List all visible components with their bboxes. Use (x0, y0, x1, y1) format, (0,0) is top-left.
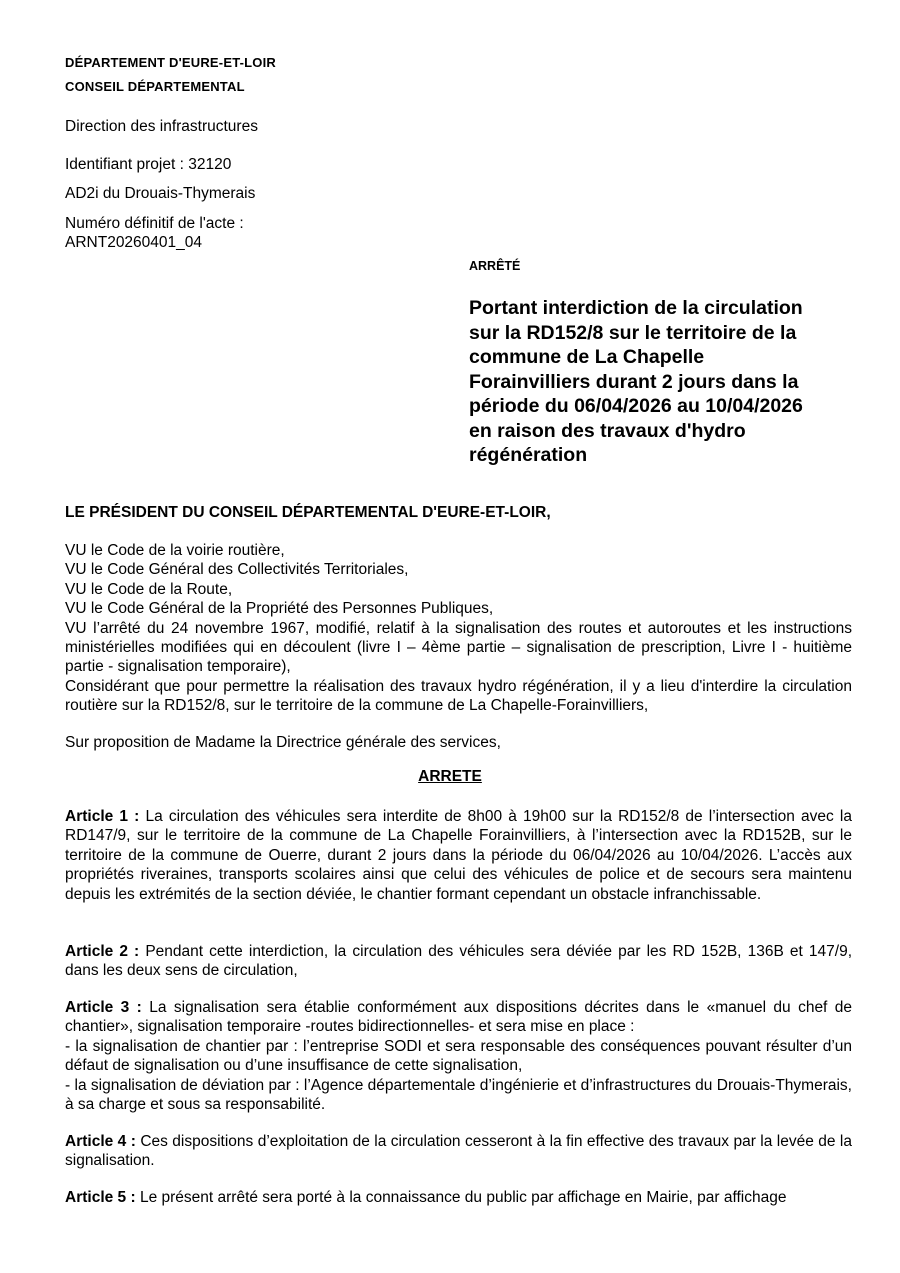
arrete-label: ARRÊTÉ (469, 259, 521, 273)
article-5 (65, 1188, 852, 1207)
department-name: DÉPARTEMENT D'EURE-ET-LOIR (65, 55, 276, 70)
visa-line: VU le Code de la voirie routière, (65, 542, 285, 559)
article-label: Article 2 : (65, 943, 140, 960)
article-2 (65, 942, 852, 981)
article-text: La signalisation sera établie conformément aux dispositions décrites dans le «manuel du chef de chantier», signalisation temporaire -routes bidirectionnelles- et sera mise en place : (65, 999, 853, 1036)
proposal-text: Sur proposition de Madame la Directrice générale des services, (65, 734, 501, 751)
visas-block (65, 541, 852, 716)
subject-line: commune de La Chapelle (469, 346, 705, 368)
subject-line: période du 06/04/2026 au 10/04/2026 (469, 395, 803, 417)
article-label: Article 4 : (65, 1133, 136, 1150)
article-text: Pendant cette interdiction, la circulation des véhicules sera déviée par les RD 152B, 136B et 147/9, dans les deux sens de circulation, (65, 943, 852, 980)
article-label: Article 1 : (65, 808, 140, 825)
visa-line: VU le Code Général de la Propriété des Personnes Publiques, (65, 600, 494, 618)
visa-line: VU le Code de la Route, (65, 580, 233, 598)
arrete-subject (469, 296, 849, 468)
subject-line: régénération (469, 444, 588, 466)
article-item: - la signalisation de déviation par : l’Agence départementale d’ingénierie et d’infrastructures du Drouais-Thymerais, à sa charge et sous sa responsabilité. (65, 1076, 852, 1114)
direction-name: Direction des infrastructures (65, 118, 258, 135)
subject-line: sur la RD152/8 sur le territoire de la (469, 321, 797, 344)
article-label: Article 5 : (65, 1189, 136, 1206)
article-text: Le présent arrêté sera porté à la connaissance du public par affichage en Mairie, par affichage (139, 1189, 787, 1206)
agency-name: AD2i du Drouais-Thymerais (65, 185, 256, 202)
project-id: Identifiant projet : 32120 (65, 156, 232, 173)
visa-line: Considérant que pour permettre la réalisation des travaux hydro régénération, il y a lieu d'interdire la circulation routière sur la RD152/8, sur le territoire de la commune de La Chapelle-Forainvilliers, (65, 677, 852, 715)
subject-line: Portant interdiction de la circulation (469, 297, 803, 319)
article-item: - la signalisation de chantier par : l’entreprise SODI et sera responsable des conséquences pouvant résulter d’un défaut de signalisation ou d’une insuffisance de cette signalisation, (65, 1037, 852, 1075)
visa-line: VU le Code Général des Collectivités Territoriales, (65, 561, 409, 579)
visa-line: VU l’arrêté du 24 novembre 1967, modifié, relatif à la signalisation des routes et autoroutes et les instructions ministérielles modifiées qui en découlent (livre I – 4ème partie – signalisation de prescription, Livre I - huitième partie - signalisation temporaire), (65, 619, 852, 676)
subject-line: en raison des travaux d'hydro (469, 419, 746, 442)
president-heading: LE PRÉSIDENT DU CONSEIL DÉPARTEMENTAL D'EURE-ET-LOIR, (65, 504, 551, 521)
subject-line: Forainvilliers durant 2 jours dans la (469, 370, 799, 393)
arrete-title: ARRETE (418, 768, 482, 785)
article-text: La circulation des véhicules sera interdite de 8h00 à 19h00 sur la RD152/8 de l’intersection avec la RD147/9, sur le territoire de la commune de La Chapelle Forainvilliers, à l’intersection avec la RD152B, sur le territoire de la commune de Ouerre, durant 2 jours dans la période du 06/04/2026 au 10/04/2026. L’accès aux propriétés riveraines, transports scolaires ainsi que celui des véhicules de police et de secours sera maintenu depuis les extrémités de la section déviée, le chantier formant cependant un obstacle infranchissable. (65, 808, 852, 903)
article-label: Article 3 : (65, 999, 142, 1016)
article-4 (65, 1132, 852, 1171)
council-name: CONSEIL DÉPARTEMENTAL (65, 79, 245, 94)
article-1 (65, 807, 852, 904)
article-3 (65, 998, 852, 1114)
article-text: Ces dispositions d’exploitation de la circulation cesseront à la fin effective des travaux par la levée de la signalisation. (65, 1133, 853, 1170)
act-number: ARNT20260401_04 (65, 234, 203, 251)
act-number-label: Numéro définitif de l'acte : (65, 215, 244, 232)
